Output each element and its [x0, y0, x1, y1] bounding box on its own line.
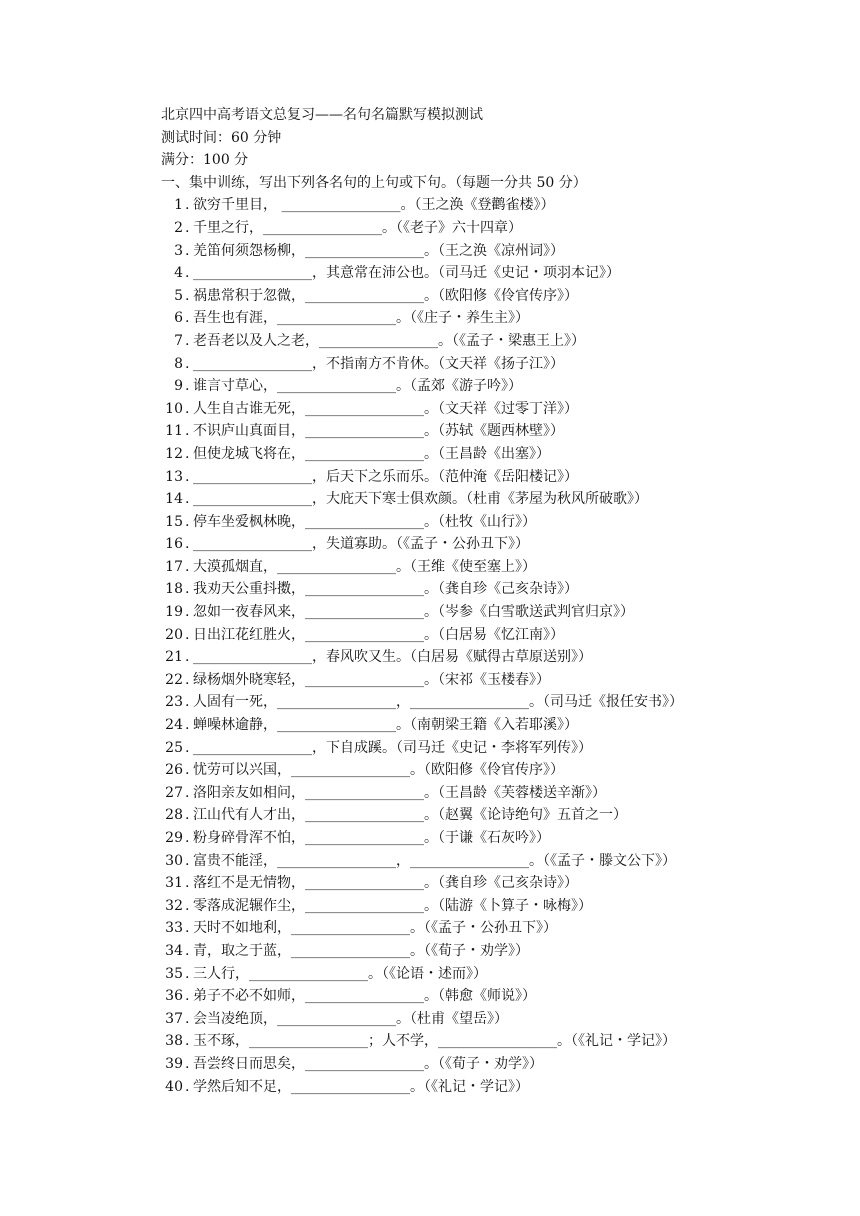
- question-number: 24: [165, 717, 183, 734]
- question-text: 大漠孤烟直，_________________。（王维《使至塞上》）: [193, 558, 536, 575]
- question-number-dot: .: [185, 1010, 190, 1027]
- question-text: 祸患常积于忽微，_________________。（欧阳修《伶官传序》）: [193, 287, 578, 304]
- question-text: 欲穷千里目， _________________。（王之涣《登鹳雀楼》）: [193, 197, 555, 214]
- question-number: 6: [174, 310, 183, 327]
- question-number: 20: [165, 626, 183, 643]
- question-text: 弟子不必不如师，_________________。（韩愈《师说》）: [193, 988, 536, 1005]
- question-number-dot: .: [185, 875, 190, 892]
- question-item: [161, 669, 821, 692]
- question-text: 停车坐爱枫林晚，_________________。（杜牧《山行》）: [193, 513, 536, 530]
- question-text: _________________，春风吹又生。（白居易《赋得古草原送别》）: [193, 649, 592, 666]
- question-number: 14: [165, 491, 183, 508]
- question-number: 4: [174, 265, 183, 282]
- question-number: 18: [165, 581, 183, 598]
- question-text: 会当凌绝顶，_________________。（杜甫《望岳》）: [193, 1010, 508, 1027]
- question-item: [161, 285, 821, 308]
- question-text: 老吾老以及人之老，_________________。（《孟子・梁惠王上》）: [193, 332, 585, 349]
- question-item: [161, 375, 821, 398]
- question-number-dot: .: [185, 197, 190, 214]
- question-number-dot: .: [185, 355, 190, 372]
- question-item: [161, 872, 821, 895]
- question-number-dot: .: [185, 445, 190, 462]
- question-item: [161, 963, 821, 986]
- question-text: 零落成泥辗作尘，_________________。（陆游《卜算子・咏梅》）: [193, 897, 592, 914]
- question-number-dot: .: [185, 671, 190, 688]
- question-number: 28: [165, 807, 183, 824]
- question-item: [161, 1053, 821, 1076]
- question-number-dot: .: [185, 310, 190, 327]
- question-list: [161, 194, 821, 1098]
- question-number-dot: .: [185, 1033, 190, 1050]
- question-number-dot: .: [185, 649, 190, 666]
- question-item: [161, 330, 821, 353]
- question-text: 蝉噪林逾静，_________________。（南朝梁王籍《入若耶溪》）: [193, 717, 578, 734]
- question-number-dot: .: [185, 242, 190, 259]
- question-number-dot: .: [185, 491, 190, 508]
- question-text: 粉身碎骨浑不怕，_________________。（于谦《石灰吟》）: [193, 830, 550, 846]
- question-number-dot: .: [185, 378, 190, 395]
- question-item: [161, 895, 821, 918]
- question-text: _________________，大庇天下寒士俱欢颜。（杜甫《茅屋为秋风所破歌》）: [193, 491, 648, 508]
- question-number: 29: [165, 830, 183, 846]
- question-number-dot: .: [185, 581, 190, 598]
- question-item: [161, 466, 821, 489]
- question-item: [161, 759, 821, 782]
- question-item: [161, 827, 821, 850]
- question-number-dot: .: [185, 536, 190, 553]
- question-number: 7: [174, 332, 183, 349]
- question-text: 绿杨烟外晓寒轻，_________________。（宋祁《玉楼春》）: [193, 671, 550, 688]
- question-item: [161, 217, 821, 240]
- full-score: 满分：100 分: [161, 152, 249, 169]
- question-number-dot: .: [185, 265, 190, 282]
- question-text: 三人行，_________________。（《论语・述而》）: [193, 965, 487, 982]
- question-item: [161, 917, 821, 940]
- question-item: [161, 737, 821, 760]
- question-number: 22: [165, 671, 183, 688]
- question-number: 39: [165, 1055, 183, 1072]
- question-number: 10: [165, 400, 183, 417]
- question-number: 36: [165, 988, 183, 1005]
- section-heading: 一、集中训练，写出下列各名句的上句或下句。（每题一分共 50 分）: [161, 174, 587, 191]
- question-text: 江山代有人才出，_________________。（赵翼《论诗绝句》五首之一）: [193, 807, 627, 824]
- question-text: 青，取之于蓝，_________________。（《荀子・劝学》）: [193, 942, 529, 959]
- question-number-dot: .: [185, 287, 190, 304]
- question-number: 1: [174, 197, 183, 214]
- question-text: 学然后知不足，_________________。（《礼记・学记》）: [193, 1078, 529, 1095]
- question-text: _________________，后天下之乐而乐。（范仲淹《岳阳楼记》）: [193, 468, 578, 485]
- question-number: 26: [165, 762, 183, 779]
- question-number: 11: [165, 423, 183, 440]
- question-number: 17: [165, 558, 183, 575]
- question-text: 洛阳亲友如相问，_________________。（王昌龄《芙蓉楼送辛渐》）: [193, 784, 606, 801]
- question-number: 21: [165, 649, 183, 666]
- question-number: 30: [165, 852, 183, 869]
- question-text: _________________，下自成蹊。（司马迁《史记・李将军列传》）: [193, 739, 592, 756]
- question-item: [161, 1030, 821, 1053]
- question-item: [161, 601, 821, 624]
- question-item: [161, 398, 821, 421]
- question-item: [161, 1008, 821, 1031]
- question-number: 33: [165, 920, 183, 937]
- question-item: [161, 624, 821, 647]
- question-text: 吾尝终日而思矣，_________________。（《荀子・劝学》）: [193, 1055, 543, 1072]
- question-item: [161, 646, 821, 669]
- question-number: 15: [165, 513, 183, 530]
- question-item: [161, 488, 821, 511]
- question-item: [161, 804, 821, 827]
- question-item: [161, 511, 821, 534]
- question-text: 忧劳可以兴国，_________________。（欧阳修《伶官传序》）: [193, 762, 564, 779]
- question-text: 落红不是无情物，_________________。（龚自珍《己亥杂诗》）: [193, 875, 578, 892]
- question-number: 31: [165, 875, 183, 892]
- question-item: [161, 262, 821, 285]
- question-item: [161, 578, 821, 601]
- question-number: 16: [165, 536, 183, 553]
- question-text: _________________，其意常在沛公也。（司马迁《史记・项羽本记》）: [193, 265, 620, 282]
- question-number-dot: .: [185, 739, 190, 756]
- document-title: 北京四中高考语文总复习——名句名篇默写模拟测试: [161, 107, 483, 123]
- question-number: 13: [165, 468, 183, 485]
- question-item: [161, 985, 821, 1008]
- question-number-dot: .: [185, 1078, 190, 1095]
- question-number-dot: .: [185, 897, 190, 914]
- question-text: 人固有一死，_________________，_________________。（司马迁《报任安书》）: [193, 694, 683, 711]
- question-number: 3: [174, 242, 183, 259]
- question-text: 我劝天公重抖擞，_________________。（龚自珍《己亥杂诗》）: [193, 581, 578, 598]
- question-item: [161, 533, 821, 556]
- question-text: 羌笛何须怨杨柳，_________________。（王之涣《凉州词》）: [193, 242, 564, 259]
- question-number-dot: .: [185, 423, 190, 440]
- question-number: 34: [165, 942, 183, 959]
- question-number-dot: .: [185, 807, 190, 824]
- question-text: 吾生也有涯，_________________。（《庄子・养生主》）: [193, 310, 529, 327]
- question-item: [161, 353, 821, 376]
- question-number-dot: .: [185, 558, 190, 575]
- question-text: 富贵不能淫，_________________，_________________。（《孟子・滕文公下》）: [193, 852, 676, 869]
- question-text: 千里之行，_________________。（《老子》六十四章）: [193, 219, 522, 236]
- question-item: [161, 307, 821, 330]
- question-number-dot: .: [185, 920, 190, 937]
- question-item: [161, 240, 821, 263]
- question-number: 37: [165, 1010, 183, 1027]
- question-item: [161, 940, 821, 963]
- question-number-dot: .: [185, 942, 190, 959]
- test-time: 测试时间：60 分钟: [161, 129, 282, 146]
- question-item: [161, 691, 821, 714]
- question-number-dot: .: [185, 1055, 190, 1072]
- question-number-dot: .: [185, 717, 190, 734]
- question-text: 玉不琢，_________________；人不学，_________________。（《礼记・学记》）: [193, 1033, 676, 1050]
- question-text: 人生自古谁无死，_________________。（文天祥《过零丁洋》）: [193, 400, 578, 417]
- question-text: 谁言寸草心，_________________。（孟郊《游子吟》）: [193, 378, 522, 395]
- question-number: 9: [174, 378, 183, 395]
- question-text: 但使龙城飞将在，_________________。（王昌龄《出塞》）: [193, 445, 550, 462]
- question-number-dot: .: [185, 513, 190, 530]
- question-number: 25: [165, 739, 183, 756]
- question-number-dot: .: [185, 694, 190, 711]
- question-text: 不识庐山真面目，_________________。（苏轼《题西林壁》）: [193, 423, 564, 440]
- question-text: 天时不如地利，_________________。（《孟子・公孙丑下》）: [193, 920, 557, 937]
- question-number-dot: .: [185, 852, 190, 869]
- question-number: 38: [165, 1033, 183, 1050]
- question-number-dot: .: [185, 762, 190, 779]
- question-number: 32: [165, 897, 183, 914]
- question-item: [161, 556, 821, 579]
- question-number-dot: .: [185, 332, 190, 349]
- question-number: 40: [165, 1078, 183, 1095]
- question-number-dot: .: [185, 784, 190, 801]
- question-number: 27: [165, 784, 183, 801]
- question-number-dot: .: [185, 400, 190, 417]
- question-item: [161, 420, 821, 443]
- question-number-dot: .: [185, 219, 190, 236]
- question-item: [161, 443, 821, 466]
- question-number: 19: [165, 604, 183, 621]
- question-item: [161, 1076, 821, 1099]
- question-number: 23: [165, 694, 183, 711]
- question-number-dot: .: [185, 830, 190, 846]
- question-number: 12: [165, 445, 183, 462]
- question-text: _________________，失道寡助。（《孟子・公孙丑下》）: [193, 536, 529, 553]
- question-item: [161, 714, 821, 737]
- question-number: 2: [174, 219, 183, 236]
- question-text: 忽如一夜春风来，_________________。（岑参《白雪歌送武判官归京》）: [193, 604, 634, 621]
- question-number: 35: [165, 965, 183, 982]
- question-item: [161, 850, 821, 873]
- question-number: 5: [174, 287, 183, 304]
- question-item: [161, 782, 821, 805]
- question-number: 8: [174, 355, 183, 372]
- document-content: [161, 104, 821, 1098]
- question-number-dot: .: [185, 604, 190, 621]
- question-text: _________________，不指南方不肯休。（文天祥《扬子江》）: [193, 355, 564, 372]
- question-number-dot: .: [185, 468, 190, 485]
- question-text: 日出江花红胜火，_________________。（白居易《忆江南》）: [193, 626, 564, 643]
- question-number-dot: .: [185, 988, 190, 1005]
- question-number-dot: .: [185, 965, 190, 982]
- question-item: [161, 194, 821, 217]
- question-number-dot: .: [185, 626, 190, 643]
